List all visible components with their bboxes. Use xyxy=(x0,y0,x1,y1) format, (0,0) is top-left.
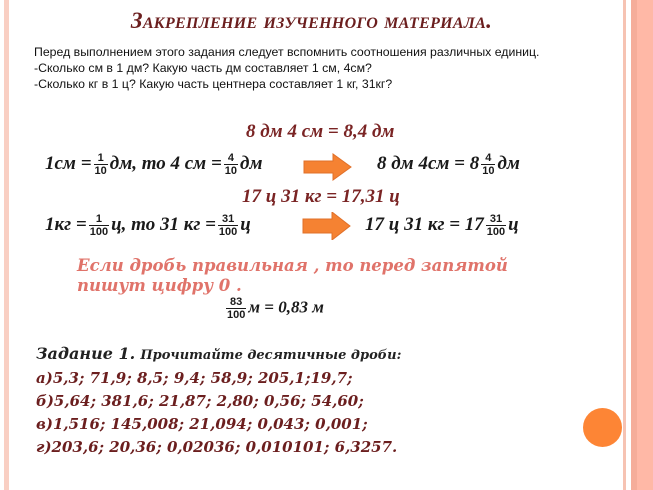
text: ц xyxy=(508,213,519,235)
arrow-right-icon xyxy=(302,212,352,240)
left-border xyxy=(4,0,9,490)
fraction: $\frac{4}{10}$ xyxy=(224,152,238,177)
right-border-thin xyxy=(623,0,626,490)
fraction: $\frac{4}{10}$ xyxy=(482,152,495,177)
fraction: $\frac{31}{100}$ xyxy=(218,213,238,238)
example1-left xyxy=(45,152,262,177)
intro-line: -Сколько см в 1 дм? Какую часть дм составляет 1 см, 4см? xyxy=(34,61,372,75)
text: 8 дм 4см = 8 xyxy=(377,152,480,174)
rule-line: пишут цифру 0 . xyxy=(77,276,242,295)
example1-result: 8 дм 4 см = 8,4 дм xyxy=(246,121,395,142)
example2-right xyxy=(365,213,519,238)
task-block xyxy=(36,342,401,459)
example3 xyxy=(224,296,324,321)
task-line: г)203,6; 20,36; 0,02036; 0,010101; 6,3257. xyxy=(36,438,398,456)
text: дм, то 4 см = xyxy=(109,152,222,174)
text: ц xyxy=(240,213,251,235)
fraction: $\frac{31}{100}$ xyxy=(486,213,506,238)
example1-right xyxy=(377,152,520,177)
intro-line: -Сколько кг в 1 ц? Какую часть центнера составляет 1 кг, 31кг? xyxy=(34,77,393,91)
text: 1см = xyxy=(45,152,92,174)
right-border-band xyxy=(631,0,653,490)
text: 17 ц 31 кг = 17 xyxy=(365,213,484,235)
fraction: $\frac{1}{10}$ xyxy=(94,152,107,177)
task-line: а)5,3; 71,9; 8,5; 9,4; 58,9; 205,1;19,7; xyxy=(36,369,353,387)
rule-line: Если дробь правильная , то перед запятой xyxy=(77,256,508,275)
decorative-circle xyxy=(583,408,622,447)
text: 1кг = xyxy=(45,213,87,235)
text: ц, то 31 кг = xyxy=(111,213,216,235)
task-line: б)5,64; 381,6; 21,87; 2,80; 0,56; 54,60; xyxy=(36,392,364,410)
rule-text xyxy=(77,256,508,296)
example2-left xyxy=(45,213,251,238)
example2-result: 17 ц 31 кг = 17,31 ц xyxy=(242,186,400,207)
intro-line: Перед выполнением этого задания следует вспомнить соотношения различных единиц. xyxy=(34,45,540,59)
arrow-right-icon xyxy=(303,153,353,181)
text: дм xyxy=(497,152,520,174)
slide-title: Закрепление изученного материала. xyxy=(130,8,493,33)
task-line: в)1,516; 145,008; 21,094; 0,043; 0,001; xyxy=(36,415,368,433)
text: дм xyxy=(240,152,263,174)
task-heading: Задание 1. Прочитайте десятичные дроби: xyxy=(36,344,402,363)
fraction: $\frac{83}{100}$ xyxy=(227,296,246,321)
fraction: $\frac{1}{100}$ xyxy=(89,213,109,238)
intro-text xyxy=(34,44,539,92)
text: м = 0,83 м xyxy=(248,297,324,317)
